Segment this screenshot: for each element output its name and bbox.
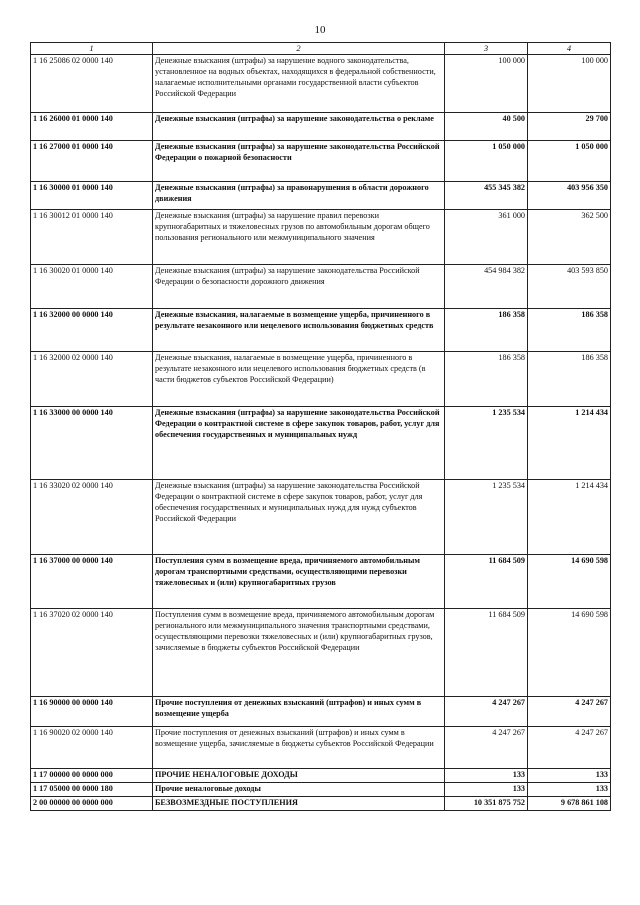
row-code: 1 16 30020 01 0000 140 <box>31 265 153 309</box>
row-name: Денежные взыскания, налагаемые в возмещение ущерба, причиненного в результате незаконного или нецелевого использования бюджетных средств (в части бюджетов субъектов Российской Федерации) <box>153 352 445 407</box>
row-name: Денежные взыскания (штрафы) за нарушение правил перевозки крупногабаритных и тяжеловесных грузов по автомобильным дорогам общего пользования регионального или межмуниципального значения <box>153 210 445 265</box>
row-code: 1 16 90020 02 0000 140 <box>31 727 153 769</box>
row-name: Денежные взыскания (штрафы) за нарушение законодательства Российской Федерации о контрактной системе в сфере закупок товаров, работ, услуг для обеспечения государственных и муниципальных нужд <box>153 407 445 480</box>
row-amount-1: 186 358 <box>445 309 528 352</box>
table-row <box>31 113 611 141</box>
table-row <box>31 697 611 727</box>
table-row <box>31 609 611 697</box>
row-amount-2: 186 358 <box>528 309 611 352</box>
row-name: Прочие неналоговые доходы <box>153 783 445 797</box>
table-row <box>31 769 611 783</box>
row-amount-1: 454 984 382 <box>445 265 528 309</box>
table-row <box>31 352 611 407</box>
row-code: 1 16 25086 02 0000 140 <box>31 55 153 113</box>
row-name: Поступления сумм в возмещение вреда, причиняемого автомобильным дорогам транспортными средствами, осуществляющими перевозки тяжеловесных и (или) крупногабаритных грузов <box>153 555 445 609</box>
table-row <box>31 141 611 182</box>
row-amount-1: 186 358 <box>445 352 528 407</box>
row-name: ПРОЧИЕ НЕНАЛОГОВЫЕ ДОХОДЫ <box>153 769 445 783</box>
row-code: 2 00 00000 00 0000 000 <box>31 797 153 811</box>
table-row <box>31 182 611 210</box>
row-amount-2: 1 050 000 <box>528 141 611 182</box>
page-number: 10 <box>314 24 326 36</box>
row-amount-1: 455 345 382 <box>445 182 528 210</box>
row-amount-2: 9 678 861 108 <box>528 797 611 811</box>
row-amount-1: 133 <box>445 769 528 783</box>
row-code: 1 17 00000 00 0000 000 <box>31 769 153 783</box>
table-row <box>31 55 611 113</box>
table-row <box>31 210 611 265</box>
revenue-table <box>30 42 611 811</box>
row-amount-2: 14 690 598 <box>528 555 611 609</box>
row-amount-2: 4 247 267 <box>528 727 611 769</box>
row-amount-2: 14 690 598 <box>528 609 611 697</box>
row-amount-1: 4 247 267 <box>445 727 528 769</box>
row-name: Поступления сумм в возмещение вреда, причиняемого автомобильным дорогам регионального или межмуниципального значения транспортными средствами, осуществляющими перевозки тяжеловесных и (или) крупногабаритных грузов, зачисляемые в бюджеты субъектов Российской Федерации <box>153 609 445 697</box>
row-amount-2: 362 500 <box>528 210 611 265</box>
table-row <box>31 555 611 609</box>
row-amount-2: 1 214 434 <box>528 480 611 555</box>
table-row <box>31 407 611 480</box>
row-code: 1 16 37000 00 0000 140 <box>31 555 153 609</box>
row-name: Денежные взыскания (штрафы) за нарушение законодательства Российской Федерации о контрактной системе в сфере закупок товаров, работ, услуг для обеспечения государственных и муниципальных нужд для нужд субъектов Российской Федерации <box>153 480 445 555</box>
table-row <box>31 797 611 811</box>
table-header-row <box>31 43 611 55</box>
row-amount-1: 11 684 509 <box>445 609 528 697</box>
row-amount-1: 1 235 534 <box>445 480 528 555</box>
row-name: Денежные взыскания, налагаемые в возмещение ущерба, причиненного в результате незаконного или нецелевого использования бюджетных средств <box>153 309 445 352</box>
row-amount-2: 4 247 267 <box>528 697 611 727</box>
row-name: Денежные взыскания (штрафы) за нарушение водного законодательства, установленное на водных объектах, находящихся в федеральной собственности, налагаемые исполнительными органами государственной власти субъектов Российской Федерации <box>153 55 445 113</box>
table-row <box>31 265 611 309</box>
row-amount-2: 403 593 850 <box>528 265 611 309</box>
column-header-amount-1: 3 <box>445 43 528 55</box>
row-code: 1 16 33020 02 0000 140 <box>31 480 153 555</box>
row-code: 1 16 32000 02 0000 140 <box>31 352 153 407</box>
row-code: 1 16 90000 00 0000 140 <box>31 697 153 727</box>
row-code: 1 17 05000 00 0000 180 <box>31 783 153 797</box>
row-amount-1: 100 000 <box>445 55 528 113</box>
row-code: 1 16 27000 01 0000 140 <box>31 141 153 182</box>
row-name: Денежные взыскания (штрафы) за нарушение законодательства Российской Федерации о пожарной безопасности <box>153 141 445 182</box>
table-row <box>31 309 611 352</box>
row-amount-2: 100 000 <box>528 55 611 113</box>
row-name: Денежные взыскания (штрафы) за нарушение законодательства Российской Федерации о безопасности дорожного движения <box>153 265 445 309</box>
row-code: 1 16 32000 00 0000 140 <box>31 309 153 352</box>
row-code: 1 16 37020 02 0000 140 <box>31 609 153 697</box>
row-amount-1: 361 000 <box>445 210 528 265</box>
row-amount-2: 133 <box>528 783 611 797</box>
column-header-name: 2 <box>153 43 445 55</box>
row-amount-2: 186 358 <box>528 352 611 407</box>
row-amount-1: 40 500 <box>445 113 528 141</box>
row-name: Прочие поступления от денежных взысканий (штрафов) и иных сумм в возмещение ущерба <box>153 697 445 727</box>
row-name: Денежные взыскания (штрафы) за нарушение законодательства о рекламе <box>153 113 445 141</box>
row-amount-1: 133 <box>445 783 528 797</box>
row-code: 1 16 30012 01 0000 140 <box>31 210 153 265</box>
row-code: 1 16 30000 01 0000 140 <box>31 182 153 210</box>
row-amount-1: 1 050 000 <box>445 141 528 182</box>
row-code: 1 16 33000 00 0000 140 <box>31 407 153 480</box>
row-name: Денежные взыскания (штрафы) за правонарушения в области дорожного движения <box>153 182 445 210</box>
row-amount-2: 29 700 <box>528 113 611 141</box>
row-name: БЕЗВОЗМЕЗДНЫЕ ПОСТУПЛЕНИЯ <box>153 797 445 811</box>
table-row <box>31 783 611 797</box>
row-amount-2: 1 214 434 <box>528 407 611 480</box>
column-header-code: 1 <box>31 43 153 55</box>
row-name: Прочие поступления от денежных взысканий (штрафов) и иных сумм в возмещение ущерба, зачисляемые в бюджеты субъектов Российской Федерации <box>153 727 445 769</box>
row-amount-1: 1 235 534 <box>445 407 528 480</box>
row-amount-1: 4 247 267 <box>445 697 528 727</box>
row-amount-2: 403 956 350 <box>528 182 611 210</box>
row-amount-1: 11 684 509 <box>445 555 528 609</box>
row-amount-1: 10 351 875 752 <box>445 797 528 811</box>
table-row <box>31 727 611 769</box>
table-row <box>31 480 611 555</box>
row-code: 1 16 26000 01 0000 140 <box>31 113 153 141</box>
row-amount-2: 133 <box>528 769 611 783</box>
column-header-amount-2: 4 <box>528 43 611 55</box>
